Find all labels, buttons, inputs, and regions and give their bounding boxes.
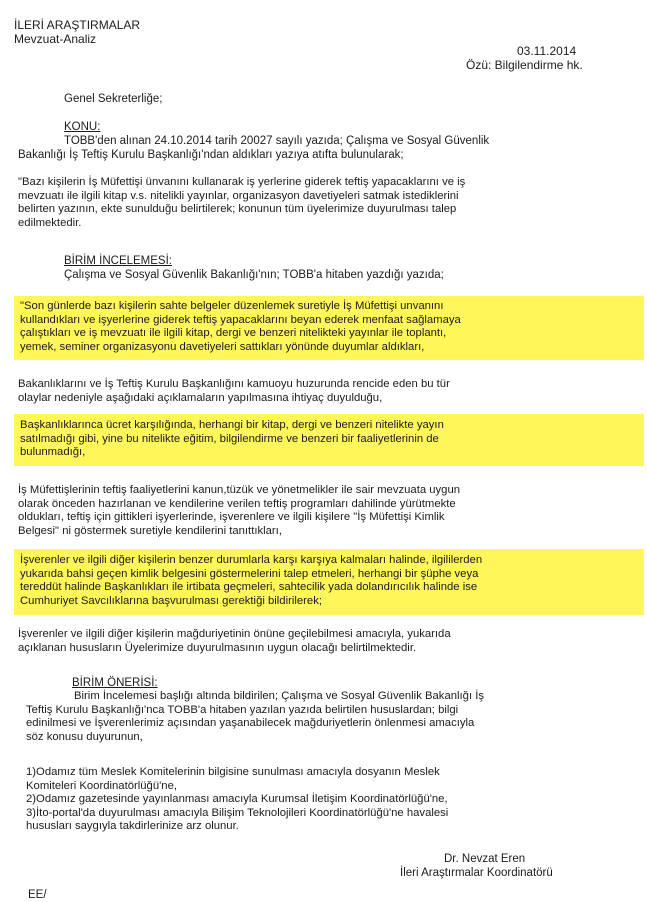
text-line: "Bazı kişilerin İş Müfettişi ünvanını kullanarak iş yerlerine giderek teftiş yapacaklarını ve iş [18, 176, 466, 188]
list-item: 1)Odamız tüm Meslek Komitelerinin bilgisine sunulması amacıyla dosyanın Meslek [26, 766, 440, 778]
birim-incelemesi-heading: BİRİM İNCELEMESİ: [64, 255, 172, 267]
text-line: Birim İncelemesi başlığı altında bildirilen; Çalışma ve Sosyal Güvenlik Bakanlığı İş [74, 690, 485, 702]
text-line: Bakanlıklarını ve İş Teftiş Kurulu Başkanlığını kamuoyu huzurunda rencide eden bu tür [18, 378, 450, 390]
text-line: "Son günlerde bazı kişilerin sahte belgeler düzenlemek suretiyle İş Müfettişi unvanını [20, 300, 444, 312]
konu-line-1: TOBB'den alınan 24.10.2014 tarih 20027 sayılı yazıda; Çalışma ve Sosyal Güvenlik [64, 135, 490, 147]
quoted-request [18, 176, 628, 230]
text-line: kullandıkları ve işyerlerine giderek teftiş yapacaklarını beyan ederek menfaat sağlamaya [20, 313, 461, 326]
routing-list [26, 766, 632, 834]
signatory-title: İleri Araştırmalar Koordinatörü [400, 867, 553, 879]
konu-heading: KONU: [64, 121, 101, 133]
text-line: İşverenler ve ilgili diğer kişilerin benzer durumlarla karşı karşıya kalmaları halinde, ilgililerden [20, 554, 483, 566]
text-line: tereddüt halinde Başkanlıkları ile irtibata geçmeleri, sahtecilik yada dolandırıcılık halinde ise [20, 581, 478, 594]
document-date: 03.11.2014 [517, 44, 577, 58]
list-item: 3)İto-portal'da duyurulması amacıyla Bilişim Teknolojileri Koordinatörlüğü'ne havalesi [26, 806, 449, 819]
text-line: olaylar nedeniyle aşağıdaki açıklamaların yapılmasına ihtiyaç duyulduğu, [18, 391, 383, 404]
konu-line-2: Bakanlığı İş Teftiş Kurulu Başkanlığı'ndan aldıkları yazıya atıfta bulunularak; [18, 149, 404, 161]
initials: EE/ [28, 889, 47, 901]
text-line: Başkanlıklarınca ücret karşılığında, herhangi bir kitap, dergi ve benzeri nitelikte yayın [20, 419, 444, 431]
text-line: edilmektedir. [18, 216, 82, 229]
signatory-name: Dr. Nevzat Eren [444, 853, 526, 865]
text-line: mevzuatı ile ilgili kitap v.s. nitelikli yayınlar, organizasyon davetiyeleri satmak istediklerini [18, 189, 459, 202]
text-line: bulunmadığı, [20, 446, 86, 459]
text-line: Cumhuriyet Savcılıklarına başvurulması gerektiği bildirilerek; [20, 594, 322, 607]
paragraph-6 [18, 628, 628, 655]
text-line: yemek, seminer organizasyonu davetiyeleri sattıkları yönünde duyumlar aldıkları, [20, 340, 425, 353]
paragraph-2 [18, 378, 628, 405]
org-department: Mevzuat-Analiz [14, 32, 97, 46]
highlighted-paragraph-1 [14, 296, 644, 360]
list-item: 2)Odamız gazetesinde yayınlanması amacıyla Kurumsal İletişim Koordinatörlüğü'ne, [26, 793, 448, 806]
text-line: belirten yazının, ekte sunulduğu belirtilerek; konunun tüm üyelerimize duyurulması talep [18, 203, 457, 216]
birim-incelemesi-intro: Çalışma ve Sosyal Güvenlik Bakanlığı'nın; TOBB'a hitaben yazdığı yazıda; [64, 269, 444, 281]
document-subject: Özü: Bilgilendirme hk. [466, 58, 583, 72]
highlighted-paragraph-5 [14, 549, 644, 615]
highlighted-paragraph-3 [14, 414, 644, 466]
text-line: açıklanan hususların Üyelerimize duyurulmasının uygun olacağı belirtilmektedir. [18, 641, 417, 654]
org-name: İLERİ ARAŞTIRMALAR [14, 18, 141, 32]
text-line: edinilmesi ve İşverenlerimiz açısından yaşanabilecek mağduriyetlerin önlenmesi amacıyla [26, 717, 475, 730]
text-line: Teftiş Kurulu Başkanlığı'nca TOBB'a hitaben yazılan yazıda belirtilen hususlardan; bilgi [26, 703, 459, 716]
text-line: çalıştıkları ve iş mevzuatı ile ilgili kitap, dergi ve benzeri nitelikteki yayınlar ile toplantı, [20, 327, 447, 340]
text-line: İş Müfettişlerinin teftiş faaliyetlerini kanun,tüzük ve yönetmelikler ile sair mevzuata uygun [18, 484, 461, 496]
text-line: İşverenler ve ilgili diğer kişilerin mağduriyetinin önüne geçilebilmesi amacıyla, yukarıda [18, 628, 451, 640]
text-line: söz konusu duyurunun, [26, 730, 143, 743]
text-line: olarak önceden hazırlanan ve kendilerine verilen teftiş programları dahilinde yürütmekte [18, 497, 456, 510]
text-line: yukarıda bahsi geçen kimlik belgesini göstermelerini talep etmeleri, herhangi bir şüphe veya [20, 567, 479, 580]
birim-onerisi-heading: BİRİM ÖNERİSİ: [72, 677, 158, 689]
text-line: oldukları, teftiş için gittikleri işyerlerinde, işverenlere ve ilgili kişilere "İş Müfettişi Kimlik [18, 511, 445, 524]
addressee: Genel Sekreterliğe; [64, 93, 163, 105]
list-item: hususları saygıyla takdirlerinize arz olunur. [26, 820, 239, 833]
text-line: Belgesi" ni göstermek suretiyle kendilerini tanıttıkları, [18, 524, 282, 537]
paragraph-4 [18, 484, 628, 538]
text-line: satılmadığı gibi, yine bu nitelikte eğitim, bilgilendirme ve benzeri bir faaliyetlerinin de [20, 432, 439, 445]
list-item: Komiteleri Koordinatörlüğü'ne, [26, 779, 177, 792]
birim-onerisi-body [26, 690, 632, 744]
